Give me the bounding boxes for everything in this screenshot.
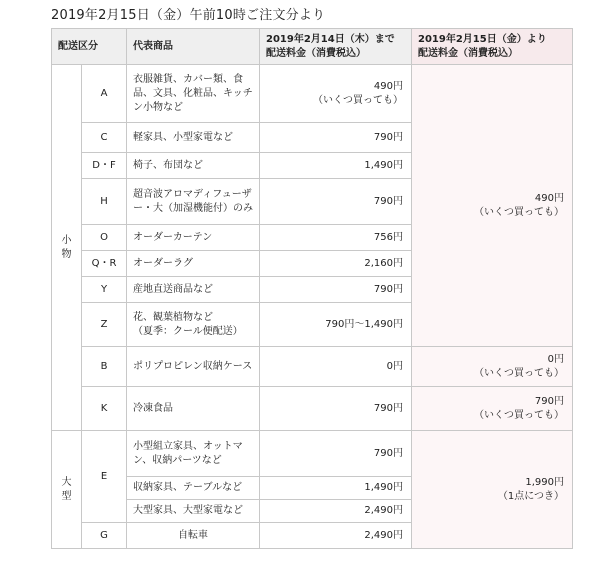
new-fee-note: （いくつ買っても） [474,409,564,421]
new-fee-note: （いくつ買っても） [474,367,564,379]
items-cell: 小型組立家具、オットマン、収納パーツなど [127,431,260,477]
items-cell: オーダーラグ [127,251,260,277]
old-fee-cell: 790円 [260,123,412,153]
new-fee-value: 0円 [547,353,564,365]
header-old-fee-date: 2019年2月14日（木）まで [266,33,395,45]
new-fee-large-group [412,431,573,549]
old-fee-cell: 790円 [260,387,412,431]
new-fee-cell [412,387,573,431]
header-old-fee [260,29,412,65]
code-cell: O [82,225,127,251]
code-cell: K [82,387,127,431]
old-fee-cell: 790円 [260,431,412,477]
old-fee-cell: 790円〜1,490円 [260,303,412,347]
old-fee-cell: 0円 [260,347,412,387]
table-row [52,65,573,123]
old-fee-cell: 2,490円 [260,500,412,523]
new-fee-note: （1点につき） [497,490,564,502]
items-cell: 収納家具、テーブルなど [127,477,260,500]
code-cell: Z [82,303,127,347]
old-fee-cell: 790円 [260,277,412,303]
items-cell: 冷凍食品 [127,387,260,431]
items-cell: 椅子、布団など [127,153,260,179]
code-cell: Y [82,277,127,303]
code-cell: G [82,523,127,549]
old-fee-cell: 2,160円 [260,251,412,277]
items-cell [127,303,260,347]
old-fee-note: （いくつ買っても） [313,94,403,106]
old-fee-cell: 790円 [260,179,412,225]
code-cell: E [82,431,127,523]
header-new-fee-date: 2019年2月15日（金）より [418,33,547,45]
code-cell: D・F [82,153,127,179]
old-fee-value: 490円 [373,80,403,92]
header-new-fee [412,29,573,65]
new-fee-value: 490円 [534,192,564,204]
code-cell: C [82,123,127,153]
items-cell: 衣服雑貨、カバー類、食品、文具、化粧品、キッチン小物など [127,65,260,123]
items-cell: オーダーカーテン [127,225,260,251]
code-cell: Q・R [82,251,127,277]
items-cell: 産地直送商品など [127,277,260,303]
new-fee-value: 790円 [534,395,564,407]
new-fee-small-group [412,65,573,347]
old-fee-cell [260,65,412,123]
new-fee-cell [412,347,573,387]
items-note: （夏季：クール便配送） [133,325,243,337]
code-cell: A [82,65,127,123]
new-fee-value: 1,990円 [525,476,564,488]
items-cell: 超音波アロマディフューザー・大（加湿機能付）のみ [127,179,260,225]
code-cell: H [82,179,127,225]
table-row [52,431,573,477]
old-fee-cell: 1,490円 [260,477,412,500]
header-category: 配送区分 [52,29,127,65]
old-fee-cell: 756円 [260,225,412,251]
table-header-row [52,29,573,65]
table-row [52,387,573,431]
items-text: 花、観葉植物など [133,311,213,323]
category-large: 大型 [52,431,82,549]
old-fee-cell: 1,490円 [260,153,412,179]
code-cell: B [82,347,127,387]
new-fee-note: （いくつ買っても） [474,206,564,218]
table-row [52,347,573,387]
category-small: 小物 [52,65,82,431]
shipping-fee-table [51,28,573,549]
page-heading: 2019年2月15日（金）午前10時ご注文分より [51,8,326,23]
items-cell: 大型家具、大型家電など [127,500,260,523]
header-old-fee-label: 配送料金（消費税込） [266,47,366,59]
items-cell: 軽家具、小型家電など [127,123,260,153]
items-cell: ポリプロピレン収納ケース [127,347,260,387]
shipping-fee-section [51,8,572,549]
header-new-fee-label: 配送料金（消費税込） [418,47,518,59]
items-cell: 自転車 [127,523,260,549]
old-fee-cell: 2,490円 [260,523,412,549]
header-items: 代表商品 [127,29,260,65]
